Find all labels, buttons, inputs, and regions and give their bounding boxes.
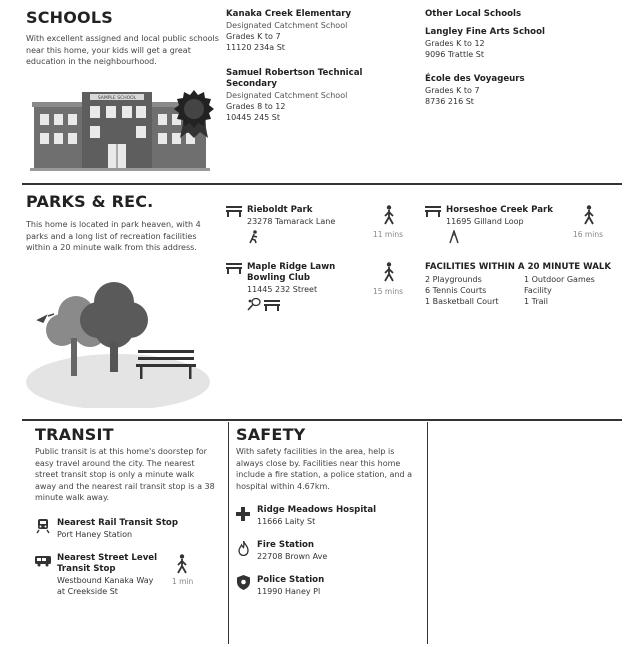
facilities-list-left	[425, 274, 499, 307]
walk-time: 11 mins	[373, 230, 403, 239]
park-name: Maple Ridge Lawn	[247, 262, 336, 272]
walking-person-icon	[583, 205, 595, 225]
transit-title: TRANSIT	[35, 425, 114, 444]
award-badge-icon	[174, 90, 214, 140]
bus-icon	[35, 555, 51, 567]
street-stop: Westbound Kanaka Way	[57, 576, 154, 585]
street-transit-title: Transit Stop	[57, 564, 116, 574]
facility-item: 2 Playgrounds	[425, 275, 482, 284]
safety-name: Ridge Meadows Hospital	[257, 505, 377, 515]
hospital-cross-icon	[236, 507, 250, 521]
school-name: Samuel Robertson Technical Secondary	[226, 68, 363, 89]
walking-person-icon	[383, 205, 395, 225]
park-icon	[226, 206, 242, 217]
school-grades: Grades K to 12	[425, 39, 485, 48]
school-name: Langley Fine Arts School	[425, 27, 545, 37]
facility-item: 1 Basketball Court	[425, 297, 499, 306]
walk-time: 16 mins	[573, 230, 603, 239]
school-entry	[226, 9, 396, 53]
walking-person-icon	[383, 262, 395, 282]
walk-time: 1 min	[172, 577, 194, 586]
school-grades: Grades K to 7	[425, 86, 480, 95]
facility-item: 1 Trail	[524, 297, 548, 306]
section-divider	[22, 419, 622, 421]
school-entry	[425, 27, 605, 60]
safety-entry	[257, 505, 417, 527]
park-name: Bowling Club	[247, 273, 311, 283]
safety-description: With safety facilities in the area, help is always close by. Facilities near this home include a fire station, a police station, and a hospital within 4.67km.	[236, 447, 413, 491]
safety-name: Police Station	[257, 575, 325, 585]
school-type: Designated Catchment School	[226, 91, 348, 100]
park-address: 23278 Tamarack Lane	[247, 217, 336, 226]
school-name: Kanaka Creek Elementary	[226, 9, 352, 19]
park-entry	[446, 205, 586, 227]
park-name: Horseshoe Creek Park	[446, 205, 553, 215]
park-icon	[425, 206, 441, 217]
rail-station: Port Haney Station	[57, 530, 133, 539]
transit-description: Public transit is at this home's doorstep for easy travel around the city. The nearest street transit stop is only a minute walk away and the nearest rail transit stop is a 38 minute walk away.	[35, 447, 215, 502]
park-entry	[247, 205, 387, 227]
schools-description: With excellent assigned and local public schools near this home, your kids will get a great education in the neighbourhood.	[26, 34, 219, 66]
safety-entry	[257, 575, 417, 597]
school-grades: Grades K to 7	[226, 32, 281, 41]
walk-time: 15 mins	[373, 287, 403, 296]
school-address: 11120 234a St	[226, 43, 285, 52]
column-divider	[427, 422, 428, 644]
section-divider	[22, 183, 622, 185]
tennis-icon	[247, 298, 261, 311]
parks-title: PARKS & REC.	[26, 192, 154, 211]
street-stop: at Creekside St	[57, 587, 118, 596]
other-schools-title: Other Local Schools	[425, 9, 522, 19]
schools-title: SCHOOLS	[26, 8, 113, 27]
park-address: 11695 Gilland Loop	[446, 217, 524, 226]
school-address: 8736 216 St	[425, 97, 474, 106]
school-address: 9096 Trattle St	[425, 50, 484, 59]
bench-icon	[264, 300, 280, 311]
safety-name: Fire Station	[257, 540, 315, 550]
walking-person-icon	[176, 554, 188, 574]
school-name: École des Voyageurs	[425, 74, 525, 84]
facilities-title: FACILITIES WITHIN A 20 MINUTE WALK	[425, 262, 612, 272]
street-transit-title: Nearest Street Level	[57, 553, 158, 563]
column-divider	[228, 422, 229, 644]
facility-item: 6 Tennis Courts	[425, 286, 487, 295]
parks-description: This home is located in park heaven, with 4 parks and a long list of recreation facilities within a 20 minute walk from this address.	[26, 220, 201, 252]
fire-icon	[238, 541, 249, 556]
school-grades: Grades 8 to 12	[226, 102, 286, 111]
school-address: 10445 245 St	[226, 113, 281, 122]
trail-icon	[448, 230, 460, 244]
park-icon	[226, 263, 242, 274]
school-type: Designated Catchment School	[226, 21, 348, 30]
facility-item: 1 Outdoor Games	[524, 275, 595, 284]
park-illustration	[26, 262, 222, 408]
facility-item: Facility	[524, 286, 552, 295]
park-entry	[247, 262, 377, 295]
safety-address: 11666 Laity St	[257, 517, 316, 526]
safety-entry	[257, 540, 417, 562]
runner-icon	[249, 230, 259, 244]
rail-transit-title: Nearest Rail Transit Stop	[57, 518, 178, 528]
train-icon	[36, 519, 50, 534]
park-name: Rieboldt Park	[247, 205, 313, 215]
school-entry	[226, 68, 376, 123]
safety-address: 11990 Haney Pl	[257, 587, 321, 596]
facilities-list-right	[524, 274, 595, 307]
safety-address: 22708 Brown Ave	[257, 552, 328, 561]
rail-transit-entry	[57, 518, 207, 540]
park-address: 11445 232 Street	[247, 285, 318, 294]
school-entry	[425, 74, 605, 107]
building-sign-text: SAMPLE SCHOOL	[97, 96, 137, 101]
police-shield-icon	[237, 575, 250, 590]
safety-title: SAFETY	[236, 425, 306, 444]
